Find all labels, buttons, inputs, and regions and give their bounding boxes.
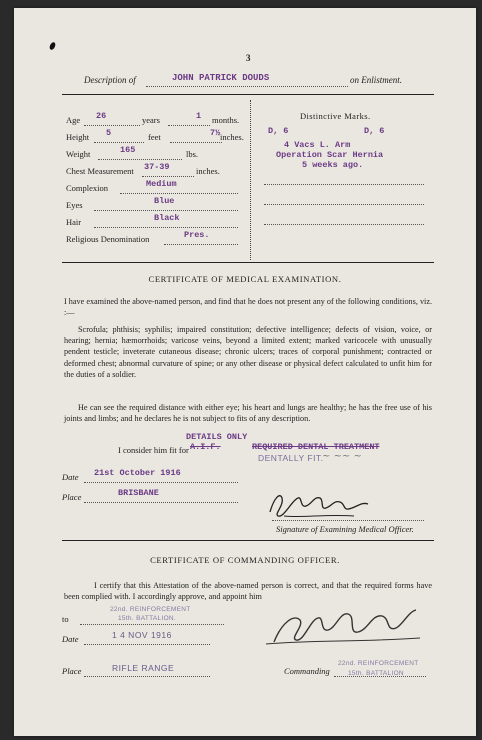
age-months: 1 xyxy=(196,111,202,121)
lbs-label: lbs. xyxy=(186,149,199,159)
medical-date-line xyxy=(84,482,238,483)
recruit-name: JOHN PATRICK DOUDS xyxy=(172,73,270,83)
age-years: 26 xyxy=(96,111,107,121)
commanding-label: Commanding xyxy=(284,666,330,676)
complexion-label: Complexion xyxy=(66,183,109,193)
page-number: 3 xyxy=(246,53,251,63)
marks-line1: 4 Vacs L. Arm xyxy=(284,140,351,150)
commanding-date-line xyxy=(84,644,210,645)
commanding-date-value: 1 4 NOV 1916 xyxy=(112,630,172,640)
hair-value: Black xyxy=(154,213,180,223)
chest-unit: inches. xyxy=(196,166,220,176)
commanding-para: I certify that this Attestation of the above-named person is correct, and that the required forms have been complied with. I accordingly approve, and appoint him xyxy=(64,581,432,602)
religion-value: Pres. xyxy=(184,230,210,240)
to-line xyxy=(80,624,224,625)
medical-place-line xyxy=(84,502,238,503)
header-prefix: Description of xyxy=(84,75,136,85)
commanding-place-value: RIFLE RANGE xyxy=(112,663,175,673)
marks-left-code: D, 6 xyxy=(268,126,289,136)
to-label: to xyxy=(62,614,69,624)
hole-mark xyxy=(49,41,57,50)
weight-label: Weight xyxy=(66,149,91,159)
header-suffix: on Enlistment. xyxy=(350,75,402,85)
medical-place-value: BRISBANE xyxy=(118,488,159,498)
marks-line3: 5 weeks ago. xyxy=(302,160,364,170)
medical-date-value: 21st October 1916 xyxy=(94,468,181,478)
chest-line xyxy=(142,176,194,177)
hair-label: Hair xyxy=(66,217,82,227)
document-page xyxy=(14,8,476,736)
details-only: DETAILS ONLY xyxy=(186,432,248,442)
commanding-place-line xyxy=(84,676,210,677)
section-rule xyxy=(62,540,434,541)
chest-value: 37-39 xyxy=(144,162,170,172)
marks-right-code: D, 6 xyxy=(364,126,385,136)
header-name-line xyxy=(146,86,348,87)
chest-label: Chest Measurement xyxy=(66,166,134,176)
signature-line xyxy=(272,520,424,521)
hair-line xyxy=(94,227,238,228)
dental-signature: ~ ~~ ~ xyxy=(322,451,362,462)
years-label: years xyxy=(142,115,160,125)
weight-line xyxy=(98,159,182,160)
medical-date-label: Date xyxy=(62,472,79,482)
medical-para3: He can see the required distance with either eye; his heart and lungs are healthy; he has the free use of his joints and limbs; and he declares he is not subject to fits of any description. xyxy=(64,403,432,424)
commanding-stamp-line1: 22nd. REINFORCEMENT xyxy=(338,660,419,667)
dentally-fit-stamp: DENTALLY FIT. xyxy=(258,453,324,463)
medical-para1: I have examined the above-named person, and find that he does not present any of the following conditions, viz. :— xyxy=(64,297,432,318)
required-dental: REQUIRED DENTAL TREATMENT xyxy=(252,442,380,452)
age-years-line xyxy=(84,125,140,126)
height-feet: 5 xyxy=(106,128,112,138)
consider-prefix: I consider him fit for xyxy=(118,445,189,455)
feet-label: feet xyxy=(148,132,161,142)
height-inches: 7½ xyxy=(210,128,221,138)
unit-stamp-line2: 15th. BATTALION. xyxy=(118,615,177,622)
months-label: months. xyxy=(212,115,240,125)
marks-line-c xyxy=(264,224,424,225)
description-divider xyxy=(250,100,251,260)
height-inches-line xyxy=(170,142,222,143)
unit-stamp-line1: 22nd. REINFORCEMENT xyxy=(110,606,191,613)
distinctive-marks-title: Distinctive Marks. xyxy=(300,111,371,121)
height-feet-line xyxy=(94,142,144,143)
medical-certificate-title: CERTIFICATE OF MEDICAL EXAMINATION. xyxy=(148,274,342,284)
commanding-stamp-line2: 15th. BATTALION xyxy=(348,670,404,677)
complexion-value: Medium xyxy=(146,179,177,189)
commanding-certificate-title: CERTIFICATE OF COMMANDING OFFICER. xyxy=(150,555,340,565)
eyes-value: Blue xyxy=(154,196,175,206)
commanding-officer-signature xyxy=(260,602,430,648)
religion-line xyxy=(164,244,238,245)
marks-line-b xyxy=(264,204,424,205)
marks-line-a xyxy=(264,184,424,185)
age-label: Age xyxy=(66,115,81,125)
struck-text: A.I.F. xyxy=(190,442,221,452)
description-top-rule xyxy=(62,94,434,95)
medical-para2: Scrofula; phthisis; syphilis; impaired constitution; defective intelligence; defects of vision, voice, or hearing; hernia; hæmorrhoids; varicose veins, beyond a limited extent; marked varicocele with unusually pendent testicle; inveterate cutaneous disease; chronic ulcers; traces of corporal punishment; contracted or deformed chest; abnormal curvature of spine; or any other disease or physical defect calculated to unfit him for the duties of a soldier. xyxy=(64,325,432,379)
commanding-place-label: Place xyxy=(62,666,82,676)
height-label: Height xyxy=(66,132,90,142)
medical-place-label: Place xyxy=(62,492,82,502)
weight-value: 165 xyxy=(120,145,136,155)
medical-signature-label: Signature of Examining Medical Officer. xyxy=(276,524,414,534)
commanding-date-label: Date xyxy=(62,634,79,644)
age-months-line xyxy=(168,125,210,126)
religion-label: Religious Denomination xyxy=(66,234,150,244)
inches-label: inches. xyxy=(220,132,244,142)
description-bottom-rule xyxy=(62,262,434,263)
marks-line2: Operation Scar Hernia xyxy=(276,150,384,160)
complexion-line xyxy=(120,193,238,194)
eyes-label: Eyes xyxy=(66,200,83,210)
eyes-line xyxy=(94,210,238,211)
medical-officer-signature xyxy=(264,486,374,522)
